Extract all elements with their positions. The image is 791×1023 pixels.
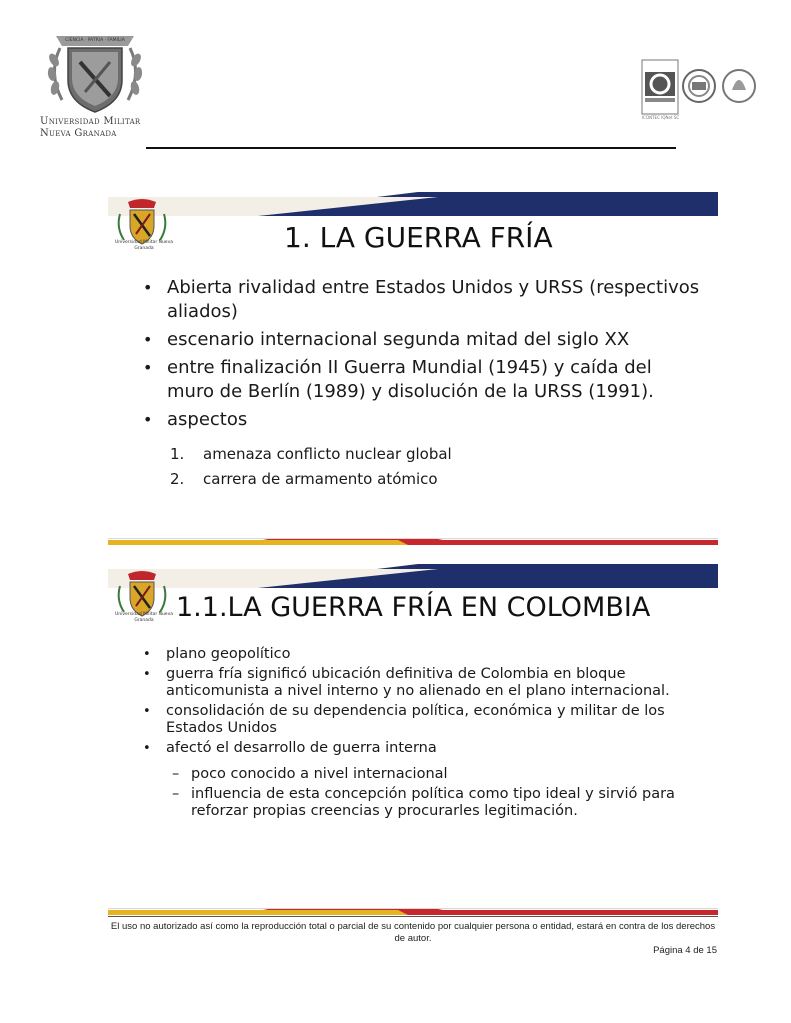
slide-1-title: 1. LA GUERRA FRÍA <box>284 221 553 254</box>
slide-1-bullet-list <box>143 276 703 436</box>
list-item <box>143 408 703 432</box>
item-text: carrera de armamento atómico <box>203 470 438 488</box>
item-text: amenaza conflicto nuclear global <box>203 445 452 463</box>
list-item <box>143 740 708 757</box>
bullet-icon: • <box>143 647 151 662</box>
bullet-text: plano geopolítico <box>166 646 291 662</box>
university-name-line1: Universidad Militar <box>40 116 141 127</box>
bullet-text: aspectos <box>167 409 248 430</box>
certification-seals-icon <box>640 58 760 118</box>
item-text: poco conocido a nivel internacional <box>191 766 448 782</box>
dash-icon: – <box>172 766 180 782</box>
bullet-icon: • <box>143 704 151 719</box>
bullet-icon: • <box>143 278 153 297</box>
list-item <box>143 328 703 352</box>
list-item <box>143 646 708 663</box>
list-item <box>143 666 708 700</box>
header-divider <box>146 147 676 149</box>
bullet-text: Abierta rivalidad entre Estados Unidos y URSS (respectivos aliados) <box>167 277 700 322</box>
slide-2-title: 1.1.LA GUERRA FRÍA EN COLOMBIA <box>176 592 651 623</box>
list-item <box>170 469 710 489</box>
copyright-notice: El uso no autorizado así como la reproducción total o parcial de su contenido por cualquier persona o entidad, estará en contra de los derechos de autor. <box>110 921 716 944</box>
slide-2-logo <box>114 570 174 634</box>
bullet-text: consolidación de su dependencia política, económica y militar de los Estados Unidos <box>166 703 665 736</box>
bullet-icon: • <box>143 741 151 756</box>
list-item <box>143 356 703 404</box>
slide-2-dash-list <box>172 766 712 823</box>
item-text: influencia de esta concepción política como tipo ideal y sirvió para reforzar propias creencias y procurarles legitimación. <box>191 786 675 819</box>
slide-1-logo <box>114 198 174 262</box>
list-item <box>172 766 712 783</box>
slide-1-top-banner <box>108 190 718 216</box>
slide-1-bottom-stripe <box>108 538 718 546</box>
page-number: Página 4 de 15 <box>653 945 717 956</box>
bullet-icon: • <box>143 358 153 377</box>
item-number: 2. <box>170 470 185 488</box>
bullet-text: escenario internacional segunda mitad del siglo XX <box>167 329 630 350</box>
bullet-text: afectó el desarrollo de guerra interna <box>166 740 437 756</box>
university-name-line2: Nueva Granada <box>40 128 117 139</box>
bullet-text: entre finalización II Guerra Mundial (1945) y caída del muro de Berlín (1989) y disolución de la URSS (1991). <box>167 357 654 402</box>
crest-motto: CIENCIA · PATRIA · FAMILIA <box>65 38 125 43</box>
dash-icon: – <box>172 786 180 802</box>
bullet-icon: • <box>143 410 153 429</box>
list-item <box>143 703 708 737</box>
crest-icon <box>40 18 150 118</box>
certification-name: SC <box>673 115 680 120</box>
bullet-icon: • <box>143 667 151 682</box>
bullet-icon: • <box>143 330 153 349</box>
university-name <box>40 116 150 140</box>
slide-2-bottom-stripe <box>108 908 718 916</box>
item-number: 1. <box>170 445 185 463</box>
certification-name: ICONTEC <box>642 115 660 120</box>
slide-1-numbered-list <box>170 444 710 494</box>
certification-name: IQNet <box>661 115 673 120</box>
list-item <box>170 444 710 464</box>
slide-2-logo-caption: Universidad Militar Nueva Granada <box>114 612 174 623</box>
list-item <box>143 276 703 324</box>
slide-2-bullet-list <box>143 646 708 760</box>
slide-1-logo-caption: Universidad Militar Nueva Granada <box>114 240 174 251</box>
slide-2-top-banner <box>108 562 718 588</box>
footer-divider <box>108 916 718 917</box>
list-item <box>172 786 712 820</box>
bullet-text: guerra fría significó ubicación definitiva de Colombia en bloque anticomunista a nivel interno y no alienado en el plano internacional. <box>166 666 670 699</box>
certification-names <box>642 116 760 120</box>
certification-logos <box>640 58 760 118</box>
